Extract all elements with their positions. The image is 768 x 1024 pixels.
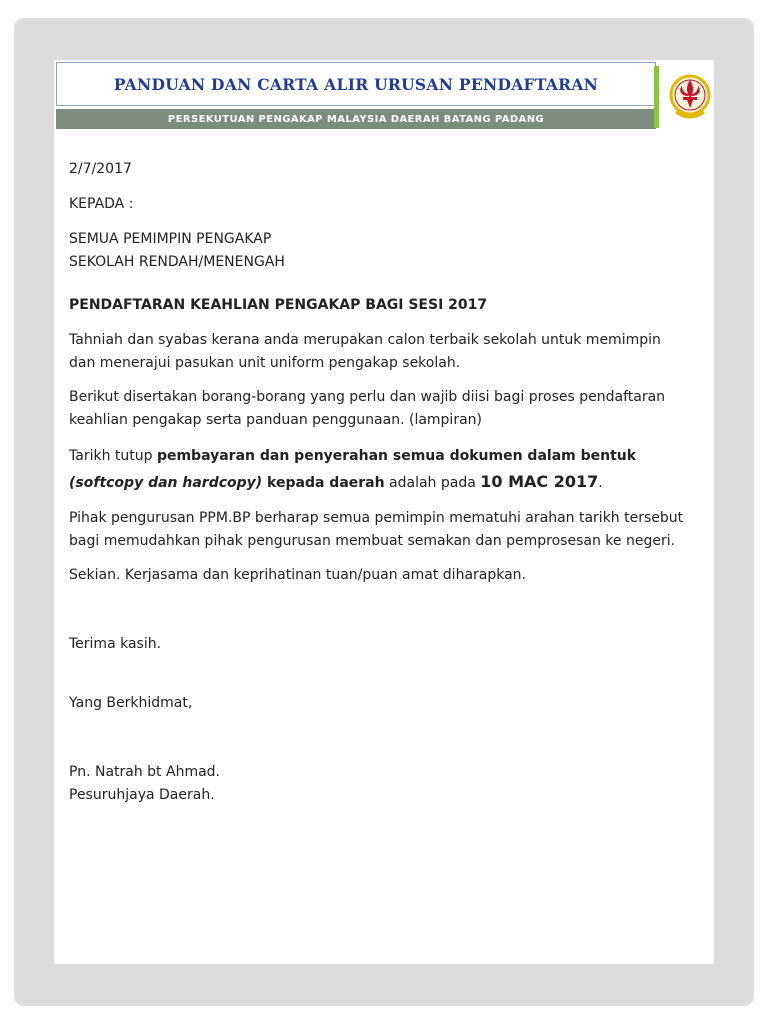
paragraph-3-lead: Tarikh tutup <box>69 448 157 464</box>
to-label: KEPADA : <box>69 196 134 212</box>
organization-bar <box>56 109 656 129</box>
paragraph-3-end: . <box>598 475 603 491</box>
scout-fleur-de-lis-icon <box>667 72 713 122</box>
letter-body <box>69 158 689 807</box>
paragraph-4: Pihak pengurusan PPM.BP berharap semua pemimpin mematuhi arahan tarikh tersebut bagi memudahkan pihak pengurusan membuat semakan dan pemprosesan ke negeri. <box>69 510 684 549</box>
letter-date: 2/7/2017 <box>69 161 132 177</box>
paragraph-3-bold: pembayaran dan penyerahan semua dokumen dalam bentuk <box>156 448 637 464</box>
page-title: PANDUAN DAN CARTA ALIR URUSAN PENDAFTARAN <box>113 74 599 94</box>
deadline-date: 10 MAC 2017 <box>480 472 599 491</box>
paragraph-1: Tahniah dan syabas kerana anda merupakan calon terbaik sekolah untuk memimpin dan menerajui pasukan unit uniform pengakap sekolah. <box>69 332 661 371</box>
paragraph-2: Berikut disertakan borang-borang yang perlu dan wajib diisi bagi proses pendaftaran keahlian pengakap serta panduan penggunaan. (lampiran) <box>69 389 666 428</box>
signer-title: Pesuruhjaya Daerah. <box>69 787 215 803</box>
recipient-line-2: SEKOLAH RENDAH/MENENGAH <box>69 254 285 270</box>
letter-subject: PENDAFTARAN KEAHLIAN PENGAKAP BAGI SESI 2017 <box>69 297 488 313</box>
paragraph-3 <box>69 443 689 496</box>
signer-name: Pn. Natrah bt Ahmad. <box>69 764 220 780</box>
logo-box <box>654 66 714 128</box>
header-box <box>56 62 656 106</box>
recipient-line-1: SEMUA PEMIMPIN PENGAKAP <box>69 231 272 247</box>
thanks-line: Terima kasih. <box>69 636 162 652</box>
closing-line: Yang Berkhidmat, <box>69 695 193 711</box>
paragraph-5: Sekian. Kerjasama dan keprihatinan tuan/puan amat diharapkan. <box>69 567 527 583</box>
paragraph-3-destination: kepada daerah <box>262 475 385 491</box>
paragraph-3-format: (softcopy dan hardcopy) <box>69 475 263 491</box>
organization-name: PERSEKUTUAN PENGAKAP MALAYSIA DAERAH BATANG PADANG <box>167 113 545 125</box>
paragraph-3-connector: adalah pada <box>384 475 481 491</box>
